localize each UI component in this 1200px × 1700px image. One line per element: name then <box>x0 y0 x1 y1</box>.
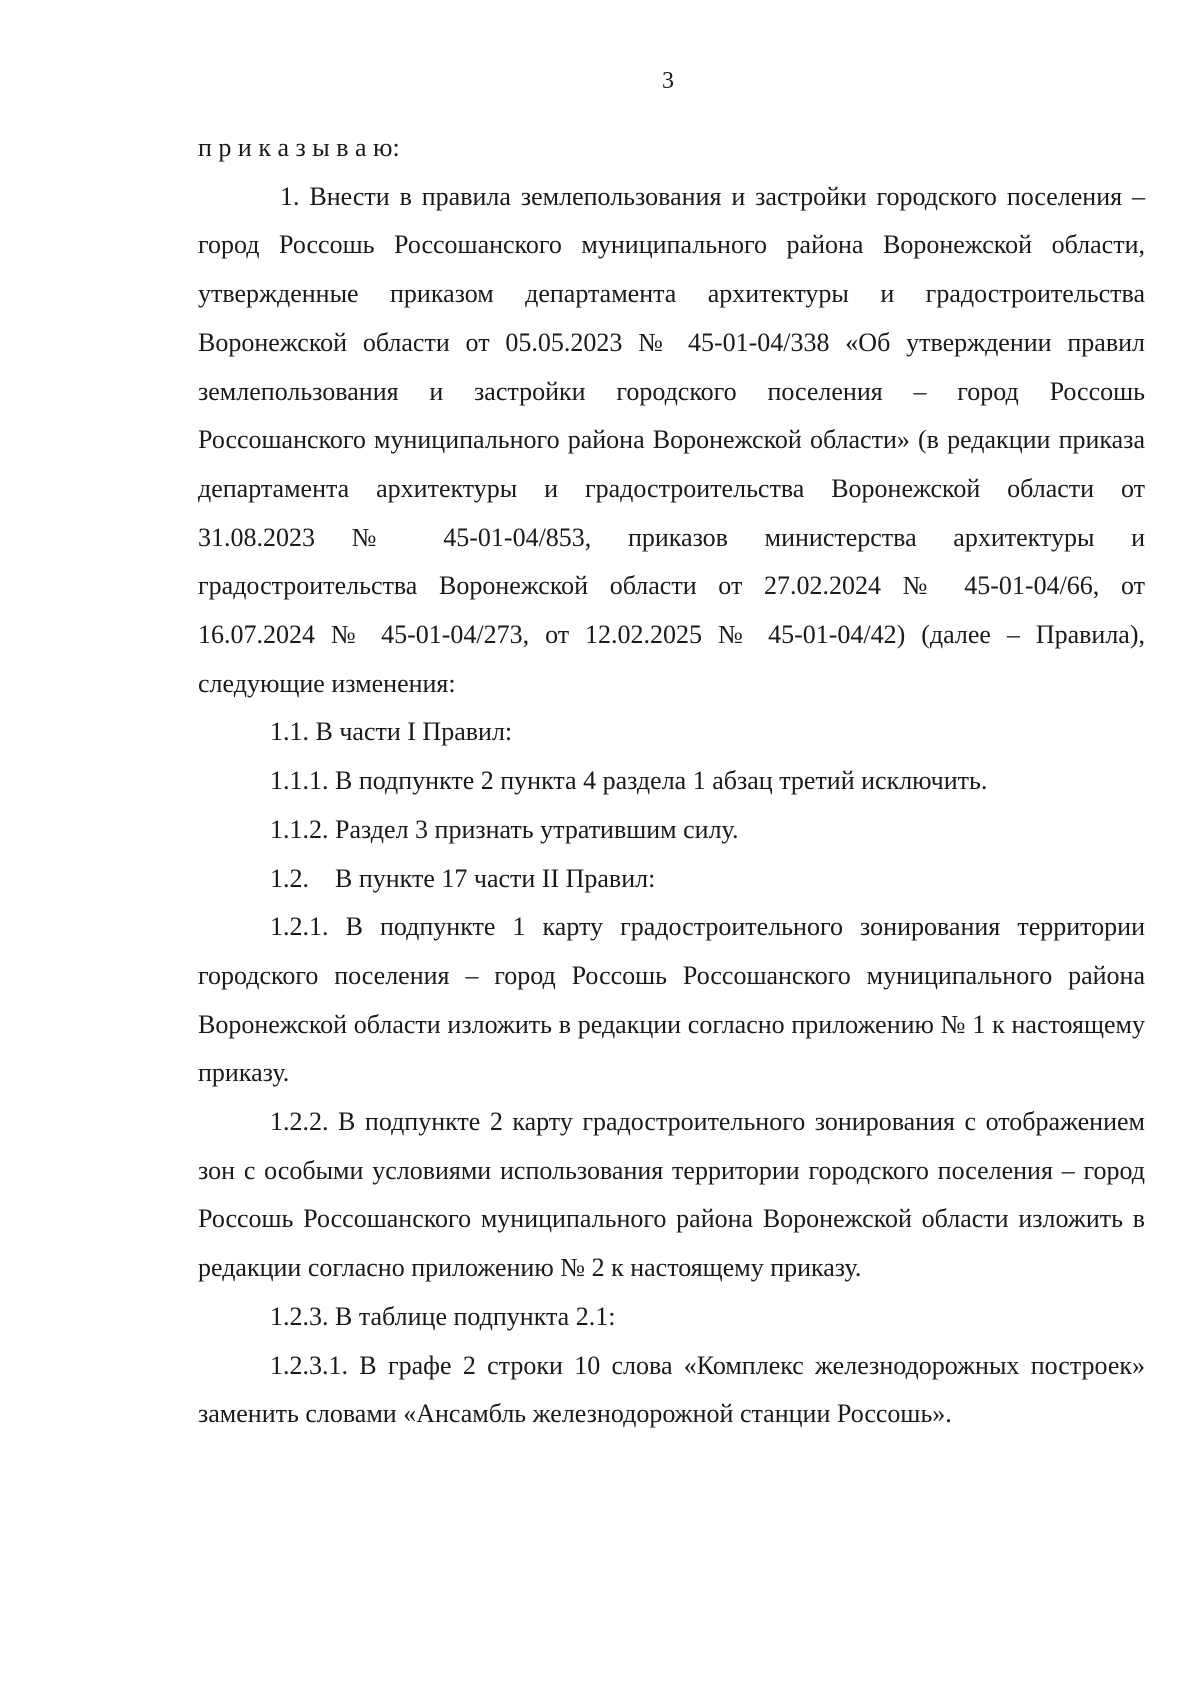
paragraph-1-1-1: 1.1.1. В подпункте 2 пункта 4 раздела 1 абзац третий исключить. <box>270 766 988 796</box>
order-keyword: п р и к а з ы в а ю: <box>198 133 400 162</box>
paragraph-1-2: 1.2. В пункте 17 части II Правил: <box>270 863 656 893</box>
paragraph-1-1-2: 1.1.2. Раздел 3 признать утратившим силу. <box>270 814 739 844</box>
paragraph-1-2-2: 1.2.2. В подпункте 2 карту градостроительного зонирования с отображением зон с особыми условиями использования территории городского поселения – город Россошь Россошанского муниципального района Воронежской области изложить в редакции согласно приложению № 2 к настоящему приказу. <box>198 1107 1145 1283</box>
paragraph-1-1: 1.1. В части I Правил: <box>270 717 513 747</box>
document-body <box>198 124 1145 1439</box>
paragraph-1-2-1: 1.2.1. В подпункте 1 карту градостроительного зонирования территории городского поселения – город Россошь Россошанского муниципального района Воронежской области изложить в редакции согласно приложению № 1 к настоящему приказу. <box>198 912 1145 1088</box>
paragraph-1: 1. Внести в правила землепользования и застройки городского поселения – город Россошь Россошанского муниципального района Воронежской области, утвержденные приказом департамента архитектуры и градостроительства Воронежской области от 05.05.2023 № 45-01-04/338 «Об утверждении правил землепользования и застройки городского поселения – город Россошь Россошанского муниципального района Воронежской области» (в редакции приказа департамента архитектуры и градостроительства Воронежской области от 31.08.2023 № 45-01-04/853, приказов министерства архитектуры и градостроительства Воронежской области от 27.02.2024 № 45-01-04/66, от 16.07.2024 № 45-01-04/273, от 12.02.2025 № 45-01-04/42) (далее – Правила), следующие изменения: <box>198 181 1145 698</box>
page-number: 3 <box>662 68 674 94</box>
paragraph-1-2-3-1: 1.2.3.1. В графе 2 строки 10 слова «Комплекс железнодорожных построек» заменить словами «Ансамбль железнодорожной станции Россошь». <box>198 1350 1145 1429</box>
paragraph-1-2-3: 1.2.3. В таблице подпункта 2.1: <box>270 1301 616 1331</box>
